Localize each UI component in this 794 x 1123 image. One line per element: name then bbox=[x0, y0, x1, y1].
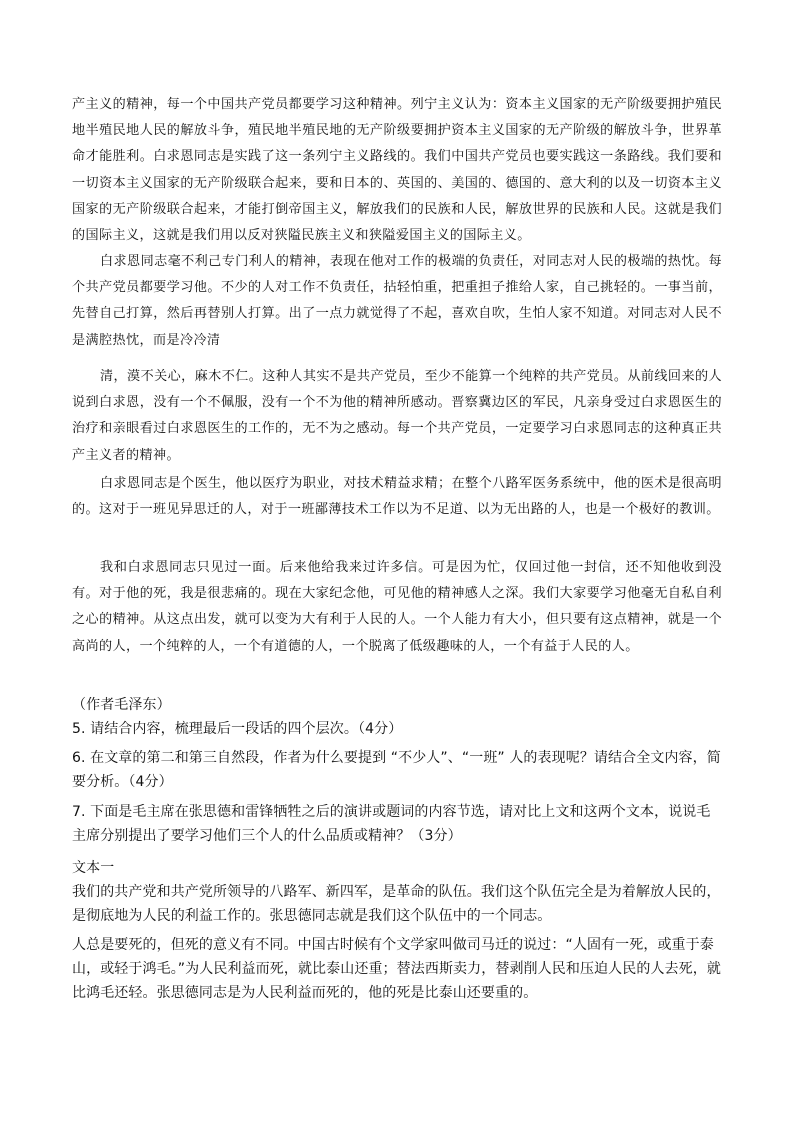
author-note: （作者毛泽东） bbox=[72, 697, 171, 713]
passage-paragraph-1: 产主义的精神，每一个中国共产党员都要学习这种精神。列宁主义认为：资本主义国家的无产阶级要拥护殖民地半殖民地人民的解放斗争，殖民地半殖民地的无产阶级要拥护资本主义国家的无产阶级的解放斗争，世界革命才能胜利。白求恩同志是实践了这一条列宁主义路线的。我们中国共产党员也要实践这一条路线。我们要和一切资本主义国家的无产阶级联合起来，要和日本的、英国的、美国的、德国的、意大利的以及一切资本主义国家的无产阶级联合起来，才能打倒帝国主义，解放我们的民族和人民，解放世界的民族和人民。这就是我们的国际主义，这就是我们用以反对狭隘民族主义和狭隘爱国主义的国际主义。 bbox=[72, 97, 722, 244]
question-6: 6. 在文章的第二和第三自然段，作者为什么要提到 “不少人”、“一班” 人的表现呢？请结合全文内容，简要分析。（4分） bbox=[72, 750, 721, 790]
question-5: 5. 请结合内容，梳理最后一段话的四个层次。（4分） bbox=[72, 721, 403, 737]
text1-heading: 文本一 bbox=[72, 860, 115, 876]
passage-paragraph-4: 白求恩同志是个医生，他以医疗为职业，对技术精益求精；在整个八路军医务系统中，他的医术是很高明的。这对于一班见异思迁的人，对于一班鄙薄技术工作以为不足道、以为无出路的人，也是一个极好的教训。 bbox=[72, 476, 722, 518]
question-7: 7. 下面是毛主席在张思德和雷锋牺牲之后的演讲或题词的内容节选，请对比上文和这两个文本，说说毛主席分别提出了要学习他们三个人的什么品质或精神？（3分） bbox=[72, 804, 711, 844]
text1-paragraph-1: 我们的共产党和共产党所领导的八路军、新四军，是革命的队伍。我们这个队伍完全是为着解放人民的，是彻底地为人民的利益工作的。张思德同志就是我们这个队伍中的一个同志。 bbox=[72, 884, 721, 924]
text1-paragraph-2: 人总是要死的，但死的意义有不同。中国古时候有个文学家叫做司马迁的说过：“人固有一死，或重于泰山，或轻于鸿毛。”为人民利益而死，就比泰山还重；替法西斯卖力，替剥削人民和压迫人民的人去死，就比鸿毛还轻。张思德同志是为人民利益而死的，他的死是比泰山还要重的。 bbox=[72, 937, 721, 1001]
passage-paragraph-5: 我和白求恩同志只见过一面。后来他给我来过许多信。可是因为忙，仅回过他一封信，还不知他收到没有。对于他的死，我是很悲痛的。现在大家纪念他，可见他的精神感人之深。我们大家要学习他毫无自私自利之心的精神。从这点出发，就可以变为大有利于人民的人。一个人能力有大小，但只要有这点精神，就是一个高尚的人，一个纯粹的人，一个有道德的人，一个脱离了低级趣味的人，一个有益于人民的人。 bbox=[72, 560, 722, 654]
passage-paragraph-3: 清，漠不关心，麻木不仁。这种人其实不是共产党员，至少不能算一个纯粹的共产党员。从前线回来的人说到白求恩，没有一个不佩服，没有一个不为他的精神所感动。晋察冀边区的军民，凡亲身受过白求恩医生的治疗和亲眼看过白求恩医生的工作的，无不为之感动。每一个共产党员，一定要学习白求恩同志的这种真正共产主义者的精神。 bbox=[72, 369, 722, 463]
passage-paragraph-2: 白求恩同志毫不利己专门利人的精神，表现在他对工作的极端的负责任，对同志对人民的极端的热忱。每个共产党员都要学习他。不少的人对工作不负责任，拈轻怕重，把重担子推给人家，自己挑轻的。一事当前，先替自己打算，然后再替别人打算。出了一点力就觉得了不起，喜欢自吹，生怕人家不知道。对同志对人民不是满腔热忱，而是冷冷清 bbox=[72, 254, 722, 348]
